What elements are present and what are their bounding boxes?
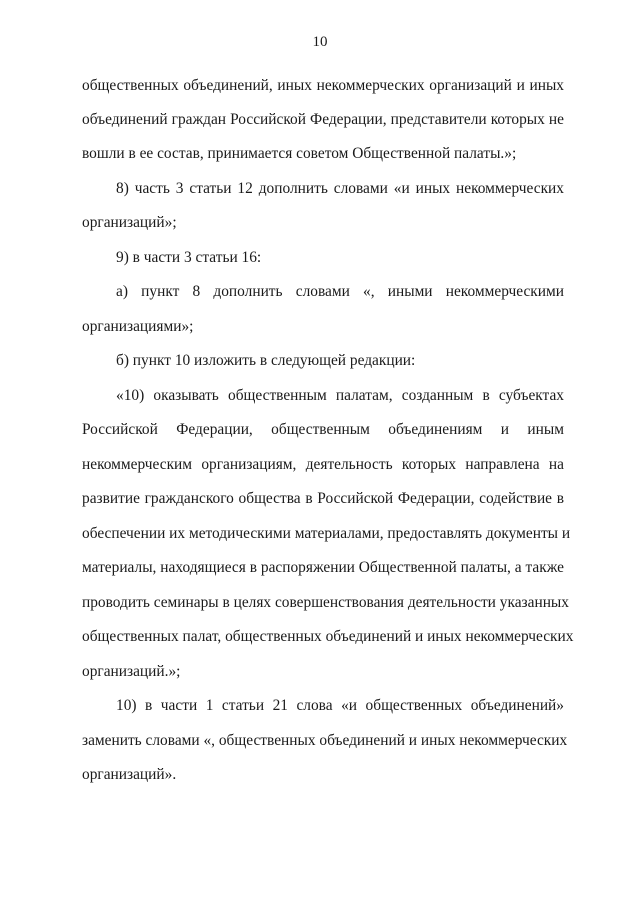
text-line: проводить семинары в целях совершенствования деятельности указанных (82, 594, 569, 611)
text-line: материалы, находящиеся в распоряжении Общественной палаты, а также (82, 559, 564, 576)
text-line: общественных объединений, иных некоммерческих организаций и иных (82, 77, 564, 94)
text-line: организациями»; (82, 318, 194, 335)
text-line: организаций.»; (82, 663, 181, 680)
text-line: «10) оказывать общественным палатам, созданным в субъектах (116, 387, 564, 404)
text-line: развитие гражданского общества в Российской Федерации, содействие в (82, 490, 564, 507)
text-line: 9) в части 3 статьи 16: (116, 249, 262, 266)
text-line: а) пункт 8 дополнить словами «, иными некоммерческими (116, 283, 564, 300)
text-line: вошли в ее состав, принимается советом Общественной палаты.»; (82, 145, 517, 162)
text-line: 10) в части 1 статьи 21 слова «и общественных объединений» (116, 697, 564, 714)
text-line: обеспечении их методическими материалами, предоставлять документы и (82, 525, 571, 542)
text-line: организаций»; (82, 214, 177, 231)
text-line: общественных палат, общественных объединений и иных некоммерческих (82, 628, 574, 645)
text-line: б) пункт 10 изложить в следующей редакции: (116, 352, 416, 369)
text-line: 8) часть 3 статьи 12 дополнить словами «и иных некоммерческих (116, 180, 564, 197)
page-number: 10 (312, 34, 328, 50)
text-line: некоммерческим организациям, деятельность которых направлена на (82, 456, 564, 473)
text-line: заменить словами «, общественных объединений и иных некоммерческих (82, 732, 568, 749)
text-line: объединений граждан Российской Федерации, представители которых не (82, 111, 564, 128)
text-line: организаций». (82, 766, 177, 783)
text-line: Российской Федерации, общественным объединениям и иным (82, 421, 564, 438)
